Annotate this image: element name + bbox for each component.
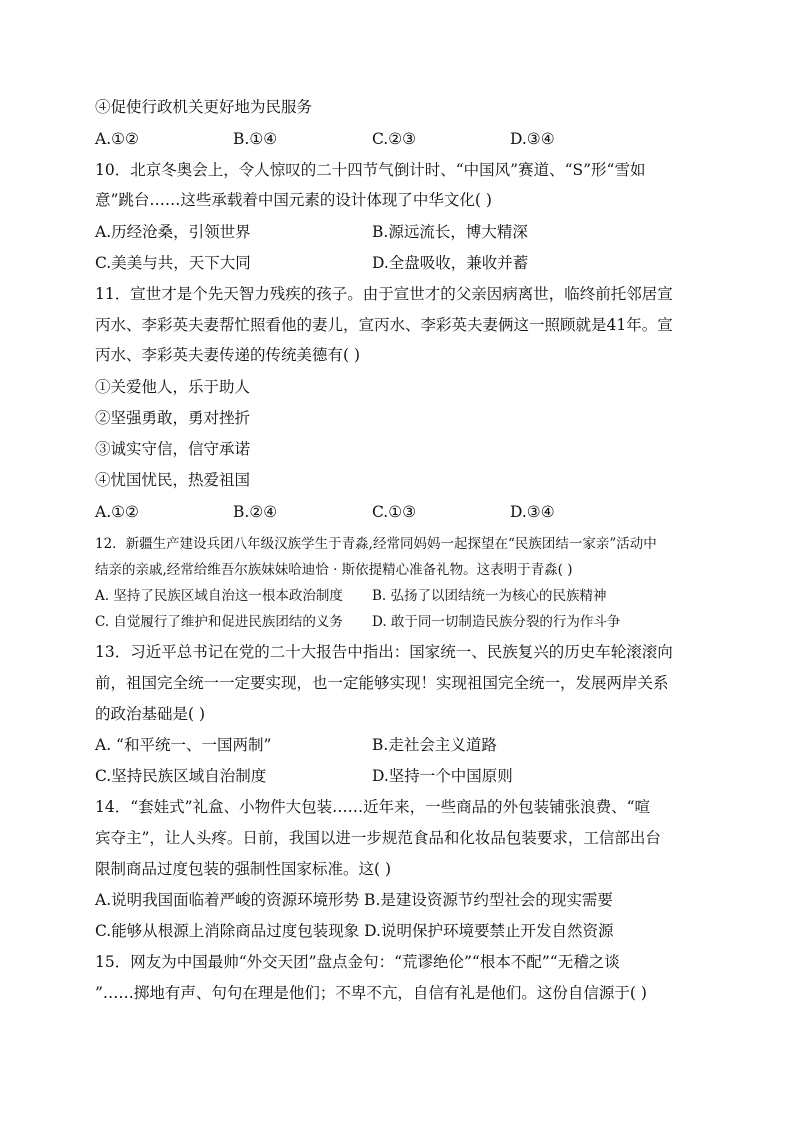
- q11-option-c: C.①③: [372, 503, 417, 521]
- q11-stem-line2: 丙水、李彩英夫妻帮忙照看他的妻儿，宣丙水、李彩英夫妻俩这一照顾就是41年。宣: [95, 316, 673, 334]
- q10-option-d: D.全盘吸收，兼收并蓄: [372, 254, 529, 272]
- prev-option-d: D.③④: [510, 130, 555, 148]
- q12-stem-line2: 结亲的亲戚,经常给维吾尔族妹妹哈迪恰 · 斯依提精心准备礼物。这表明于青淼( ): [95, 562, 573, 578]
- q11-item-1: ①关爱他人，乐于助人: [95, 378, 251, 396]
- q15-stem-line2: ”……掷地有声、句句在理是他们；不卑不亢，自信有礼是他们。这份自信源于( ): [95, 984, 647, 1002]
- q14-stem-line2: 宾夺主”，让人头疼。日前，我国以进一步规范食品和化妆品包装要求，工信部出台: [95, 829, 661, 847]
- q11-stem-line3: 丙水、李彩英夫妻传递的传统美德有( ): [95, 346, 361, 364]
- q13-stem-line1: 13．习近平总书记在党的二十大报告中指出：国家统一、民族复兴的历史车轮滚滚向: [95, 643, 673, 661]
- prev-item-4: ④促使行政机关更好地为民服务: [95, 98, 313, 116]
- q10-option-b: B.源远流长，博大精深: [372, 223, 528, 241]
- q13-option-b: B.走社会主义道路: [372, 736, 497, 754]
- q15-stem-line1: 15．网友为中国最帅“外交天团”盘点金句：“荒谬绝伦”“根本不配”“无稽之谈: [95, 953, 620, 971]
- prev-option-a: A.①②: [95, 130, 139, 148]
- q11-item-3: ③诚实守信，信守承诺: [95, 440, 251, 458]
- q10-stem-line2: 意”跳台……这些承载着中国元素的设计体现了中华文化( ): [95, 191, 492, 209]
- prev-option-b: B.①④: [233, 130, 278, 148]
- q13-option-c: C.坚持民族区域自治制度: [95, 767, 267, 785]
- q14-stem-line1: 14．“套娃式”礼盒、小物件大包装……近年来，一些商品的外包装铺张浪费、“喧: [95, 798, 650, 816]
- q13-option-d: D.坚持一个中国原则: [372, 767, 513, 785]
- q11-option-a: A.①②: [95, 503, 139, 521]
- q10-option-a: A.历经沧桑，引领世界: [95, 223, 251, 241]
- q14-stem-line3: 限制商品过度包装的强制性国家标准。这( ): [95, 860, 392, 878]
- q12-option-a: A. 坚持了民族区域自治这一根本政治制度: [95, 588, 343, 604]
- q14-options-line2: C.能够从根源上消除商品过度包装现象 D.说明保护环境要禁止开发自然资源: [95, 922, 614, 940]
- q13-stem-line2: 前，祖国完全统一一定要实现，也一定能够实现！实现祖国完全统一，发展两岸关系: [95, 674, 669, 692]
- q11-item-2: ②坚强勇敢，勇对挫折: [95, 409, 251, 427]
- q12-option-b: B. 弘扬了以团结统一为核心的民族精神: [372, 588, 607, 604]
- q11-option-d: D.③④: [510, 503, 555, 521]
- prev-option-c: C.②③: [372, 130, 417, 148]
- q12-option-c: C. 自觉履行了维护和促进民族团结的义务: [95, 614, 343, 630]
- q11-item-4: ④忧国忧民，热爱祖国: [95, 471, 251, 489]
- q13-stem-line3: 的政治基础是( ): [95, 705, 206, 723]
- q10-stem-line1: 10．北京冬奥会上，令人惊叹的二十四节气倒计时、“中国风”赛道、“S”形“雪如: [95, 161, 646, 179]
- q12-stem-line1: 12．新疆生产建设兵团八年级汉族学生于青淼,经常同妈妈一起探望在“民族团结一家亲”活动中: [95, 536, 657, 552]
- q10-option-c: C.美美与共，天下大同: [95, 254, 251, 272]
- q14-options-line1: A.说明我国面临着严峻的资源环境形势 B.是建设资源节约型社会的现实需要: [95, 891, 613, 909]
- q13-option-a: A. “和平统一、一国两制”: [95, 736, 272, 754]
- q11-option-b: B.②④: [233, 503, 278, 521]
- q12-option-d: D. 敢于同一切制造民族分裂的行为作斗争: [372, 614, 621, 630]
- q11-stem-line1: 11．宣世才是个先天智力残疾的孩子。由于宣世才的父亲因病离世，临终前托邻居宣: [95, 285, 673, 303]
